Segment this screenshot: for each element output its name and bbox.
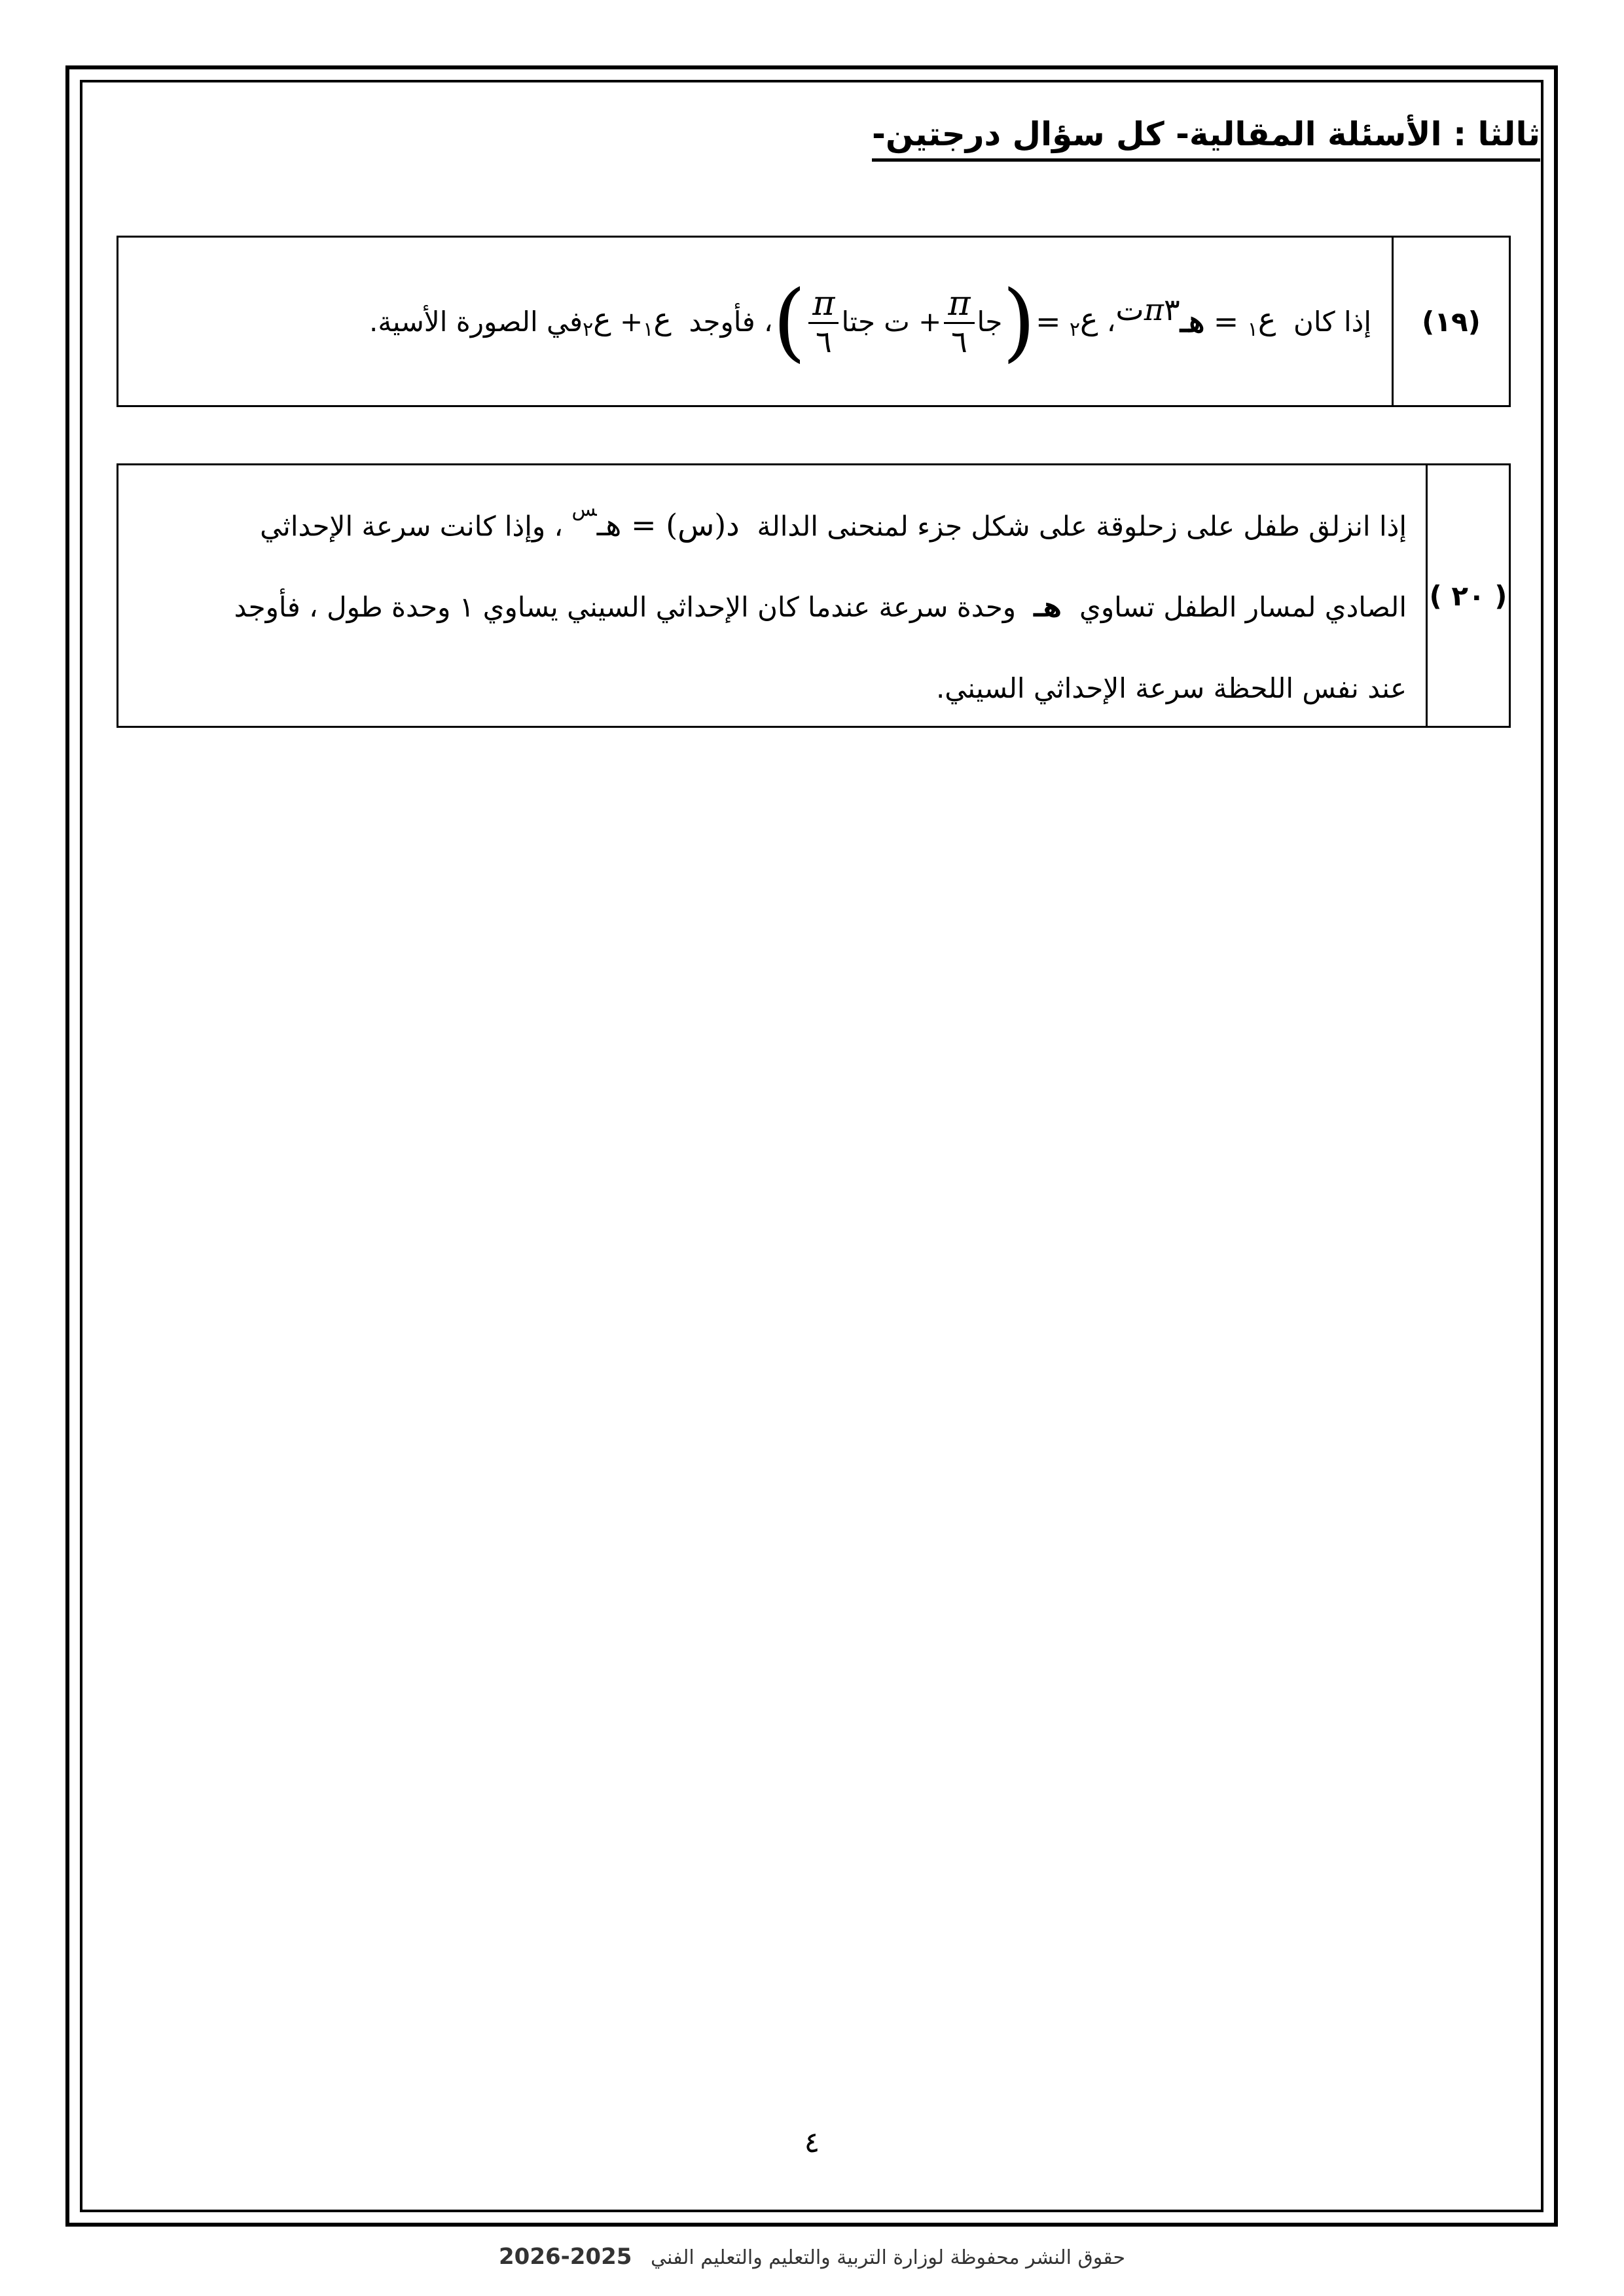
question-20-box (117, 463, 1511, 728)
e-symbol-2: هـ (1033, 591, 1062, 624)
question-19-number: (١٩) (1392, 238, 1509, 405)
equals-sign-2: = (1036, 304, 1061, 339)
fraction-pi-over-6: $\frac{\pi}{٦}$ (944, 287, 974, 357)
plus-sign: + (620, 305, 643, 338)
q20-line-1: إذا انزلق طفل على زحلوقة على شكل جزء لمنحنى الدالة د(س) = هـ$^س$ ، وإذا كانت سرعة الإحداثي (260, 498, 1407, 543)
paren-close: ) (772, 272, 806, 371)
question-20-text (138, 478, 1407, 729)
question-19-text (138, 238, 1371, 405)
q20-line-3: عند نفس اللحظة سرعة الإحداثي السيني. (935, 672, 1407, 705)
q20-line-2: الصادي لمسار الطفل تساوي هـ وحدة سرعة عندما كان الإحداثي السيني يساوي ١ وحدة طول ، فأوجد (234, 591, 1407, 624)
question-20-number: ( ٢٠ ) (1426, 465, 1509, 726)
equals-sign: = (1213, 304, 1239, 339)
z1-sum: ع$_١$ (643, 301, 672, 342)
function-expression: د(س) = هـ$^س$ (571, 498, 740, 543)
sin-label: جا (977, 305, 1003, 338)
z2-symbol: ع$_٢$ (1069, 301, 1098, 342)
section-title: ثالثا : الأسئلة المقالية- كل سؤال درجتين- (872, 115, 1540, 162)
q19-find: ، فأوجد (689, 305, 773, 338)
comma-1: ، (1106, 305, 1116, 338)
q19-tail: في الصورة الأسية. (369, 305, 583, 338)
page-number: ٤ (804, 2126, 820, 2159)
question-19-box (117, 236, 1511, 407)
fraction-pi-over-6-2: $\frac{\pi}{٦}$ (808, 287, 839, 357)
footer-text: حقوق النشر محفوظة لوزارة التربية والتعليم والتعليم الفني (651, 2246, 1125, 2269)
e-symbol: هـ (1180, 304, 1205, 339)
exponent: π٣ت (1115, 292, 1180, 327)
q19-intro: إذا كان (1293, 305, 1371, 338)
footer-year: 2025-2026 (499, 2244, 632, 2270)
plus-t-cos: + ت جتا (841, 305, 942, 338)
footer-copyright (0, 2244, 1624, 2270)
z2-sum: ع$_٢$ (583, 301, 611, 342)
z1-symbol: ع$_١$ (1247, 301, 1276, 342)
paren-open: ( (1002, 272, 1036, 371)
